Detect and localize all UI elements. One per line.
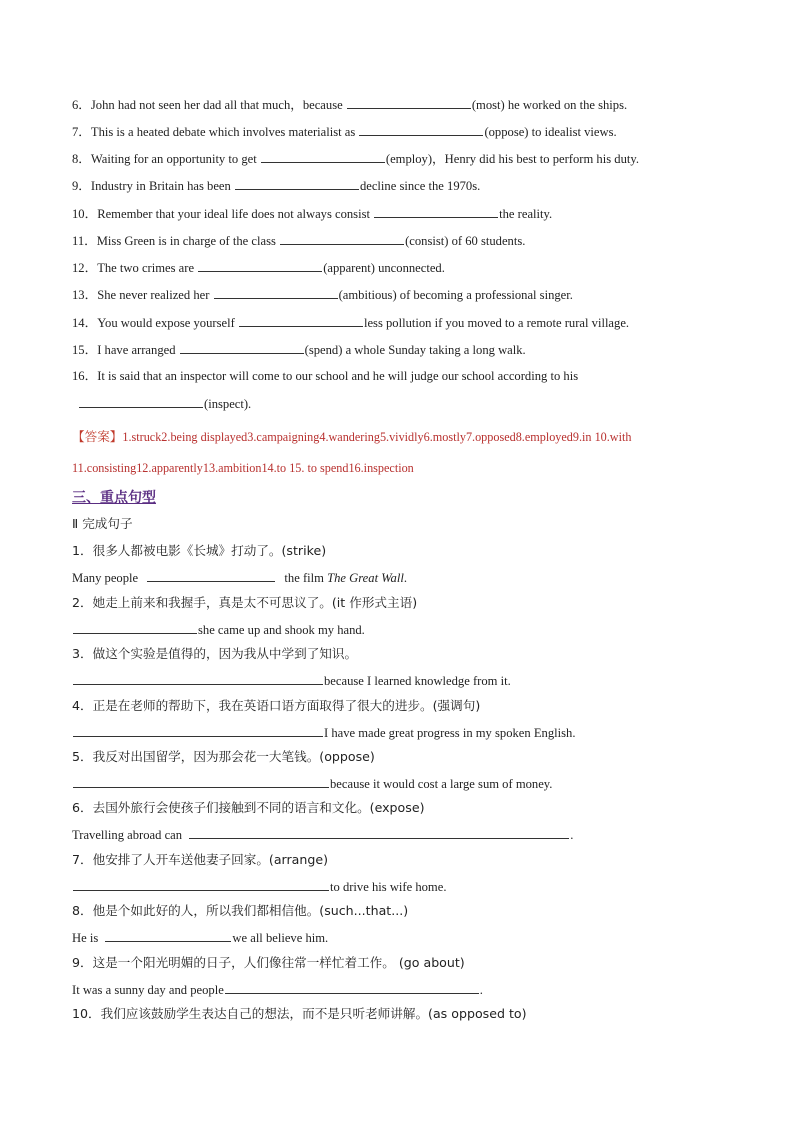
answer-blank[interactable] <box>214 286 338 299</box>
exercise-9 <box>72 177 734 194</box>
answer-blank[interactable] <box>225 981 479 994</box>
exercise-hint: (oppose) to idealist views. <box>484 125 617 139</box>
exercise-text: 12．The two crimes are <box>72 261 195 275</box>
sentence-7-prompt: 7．他安排了人开车送他妻子回家。(arrange) <box>72 852 329 867</box>
exercise-6 <box>72 96 734 113</box>
sentence-10-prompt: 10．我们应该鼓励学生表达自己的想法，而不是只听老师讲解。(as opposed to) <box>72 1006 527 1021</box>
answer-tag: 【答案】 <box>72 429 123 444</box>
exercise-16-continued <box>78 395 734 412</box>
answer-blank[interactable] <box>105 929 231 942</box>
exercise-text: 8．Waiting for an opportunity to get <box>72 152 257 166</box>
sentence-end: . <box>403 571 407 585</box>
sentence-6-answer <box>72 826 734 843</box>
exercise-text: 6．John had not seen her dad all that much，because <box>72 98 343 112</box>
sentence-3-prompt: 3．做这个实验是值得的，因为我从中学到了知识。 <box>72 646 358 661</box>
exercise-hint: (ambitious) of becoming a professional singer. <box>338 288 573 302</box>
exercise-10 <box>72 205 734 222</box>
sentence-suffix: because it would cost a large sum of money. <box>330 777 553 791</box>
answer-blank[interactable] <box>79 395 203 408</box>
exercise-hint: (inspect). <box>204 397 252 411</box>
sentence-3-answer <box>72 672 734 689</box>
sentence-prefix: Travelling abroad can <box>72 828 183 842</box>
sentence-1-prompt: 1．很多人都被电影《长城》打动了。(strike) <box>72 543 327 558</box>
section-heading <box>72 490 734 506</box>
exercise-15 <box>72 341 734 358</box>
exercise-hint: (employ)，Henry did his best to perform his duty. <box>385 152 639 166</box>
exercise-text: 9．Industry in Britain has been <box>72 179 231 193</box>
sentence-suffix: the film <box>284 571 324 585</box>
film-title: The Great Wall <box>327 571 404 585</box>
sentence-7-answer <box>72 878 734 895</box>
subsection-title: Ⅱ 完成句子 <box>72 516 133 531</box>
section-title: 三、重点句型 <box>72 490 156 506</box>
sentence-2-answer <box>72 621 734 638</box>
sentence-suffix: I have made great progress in my spoken English. <box>324 726 576 740</box>
answer-blank[interactable] <box>180 341 304 354</box>
exercise-hint: (consist) of 60 students. <box>405 234 526 248</box>
exercise-hint: the reality. <box>499 207 553 221</box>
sentence-1-answer <box>72 569 734 586</box>
sentence-8-prompt: 8．他是个如此好的人，所以我们都相信他。(such...that...) <box>72 903 409 918</box>
exercise-text: 14．You would expose yourself <box>72 316 235 330</box>
answer-blank[interactable] <box>73 672 323 685</box>
sentence-4-prompt: 4．正是在老师的帮助下，我在英语口语方面取得了很大的进步。(强调句) <box>72 698 481 713</box>
answer-blank[interactable] <box>347 96 471 109</box>
exercise-13 <box>72 286 734 303</box>
sentence-4-answer <box>72 724 734 741</box>
answer-blank[interactable] <box>280 232 404 245</box>
exercise-14 <box>72 314 734 331</box>
answer-blank[interactable] <box>239 314 363 327</box>
sentence-prefix: He is <box>72 931 99 945</box>
exercise-8 <box>72 150 734 167</box>
sentence-end: . <box>479 983 483 997</box>
exercise-text: 7．This is a heated debate which involves materialist as <box>72 125 356 139</box>
exercise-text: 15．I have arranged <box>72 343 176 357</box>
answer-blank[interactable] <box>359 123 483 136</box>
answer-blank[interactable] <box>147 569 275 582</box>
sentence-suffix: we all believe him. <box>232 931 329 945</box>
exercise-hint: less pollution if you moved to a remote rural village. <box>363 316 630 330</box>
sentence-suffix: she came up and shook my hand. <box>198 623 365 637</box>
sentence-5-prompt: 5．我反对出国留学，因为那会花一大笔钱。(oppose) <box>72 749 375 764</box>
exercise-hint: (most) he worked on the ships. <box>471 98 628 112</box>
sentence-2-prompt: 2．她走上前来和我握手，真是太不可思议了。(it 作形式主语) <box>72 595 418 610</box>
answer-blank[interactable] <box>73 878 329 891</box>
sentence-prefix: Many people <box>72 571 139 585</box>
exercise-12 <box>72 259 734 276</box>
answer-blank[interactable] <box>374 205 498 218</box>
answer-blank[interactable] <box>189 826 569 839</box>
exercise-text: 13．She never realized her <box>72 288 210 302</box>
answer-key-line-2 <box>72 460 734 476</box>
sentence-6-prompt: 6．去国外旅行会使孩子们接触到不同的语言和文化。(expose) <box>72 800 425 815</box>
answer-blank[interactable] <box>198 259 322 272</box>
exercise-7 <box>72 123 734 140</box>
answer-blank[interactable] <box>73 621 197 634</box>
answer-blank[interactable] <box>261 150 385 163</box>
exercise-16 <box>72 368 734 384</box>
answer-key-line-1 <box>72 429 734 445</box>
sentence-8-answer <box>72 929 734 946</box>
exercise-text: 11．Miss Green is in charge of the class <box>72 234 276 248</box>
sentence-5-answer <box>72 775 734 792</box>
answer-blank[interactable] <box>235 177 359 190</box>
sentence-suffix: to drive his wife home. <box>330 880 447 894</box>
answer-text: 11.consisting12.apparently13.ambition14.to 15. to spend16.inspection <box>72 461 414 475</box>
sentence-prefix: It was a sunny day and people <box>72 983 224 997</box>
exercise-hint: (apparent) unconnected. <box>323 261 445 275</box>
exercise-hint: (spend) a whole Sunday taking a long walk. <box>304 343 526 357</box>
sentence-suffix: because I learned knowledge from it. <box>324 674 511 688</box>
exercise-11 <box>72 232 734 249</box>
sentence-end: . <box>570 828 574 842</box>
sentence-9-answer <box>72 981 734 998</box>
answer-text: 1.struck2.being displayed3.campaigning4.wandering5.vividly6.mostly7.opposed8.employed9.in 10.with <box>122 430 632 444</box>
exercise-hint: decline since the 1970s. <box>359 179 481 193</box>
answer-blank[interactable] <box>73 724 323 737</box>
answer-blank[interactable] <box>73 775 329 788</box>
sentence-9-prompt: 9．这是一个阳光明媚的日子，人们像往常一样忙着工作。 (go about) <box>72 955 465 970</box>
exercise-text: 16．It is said that an inspector will come to our school and he will judge our school according to his <box>72 369 579 383</box>
exercise-text: 10．Remember that your ideal life does not always consist <box>72 207 370 221</box>
